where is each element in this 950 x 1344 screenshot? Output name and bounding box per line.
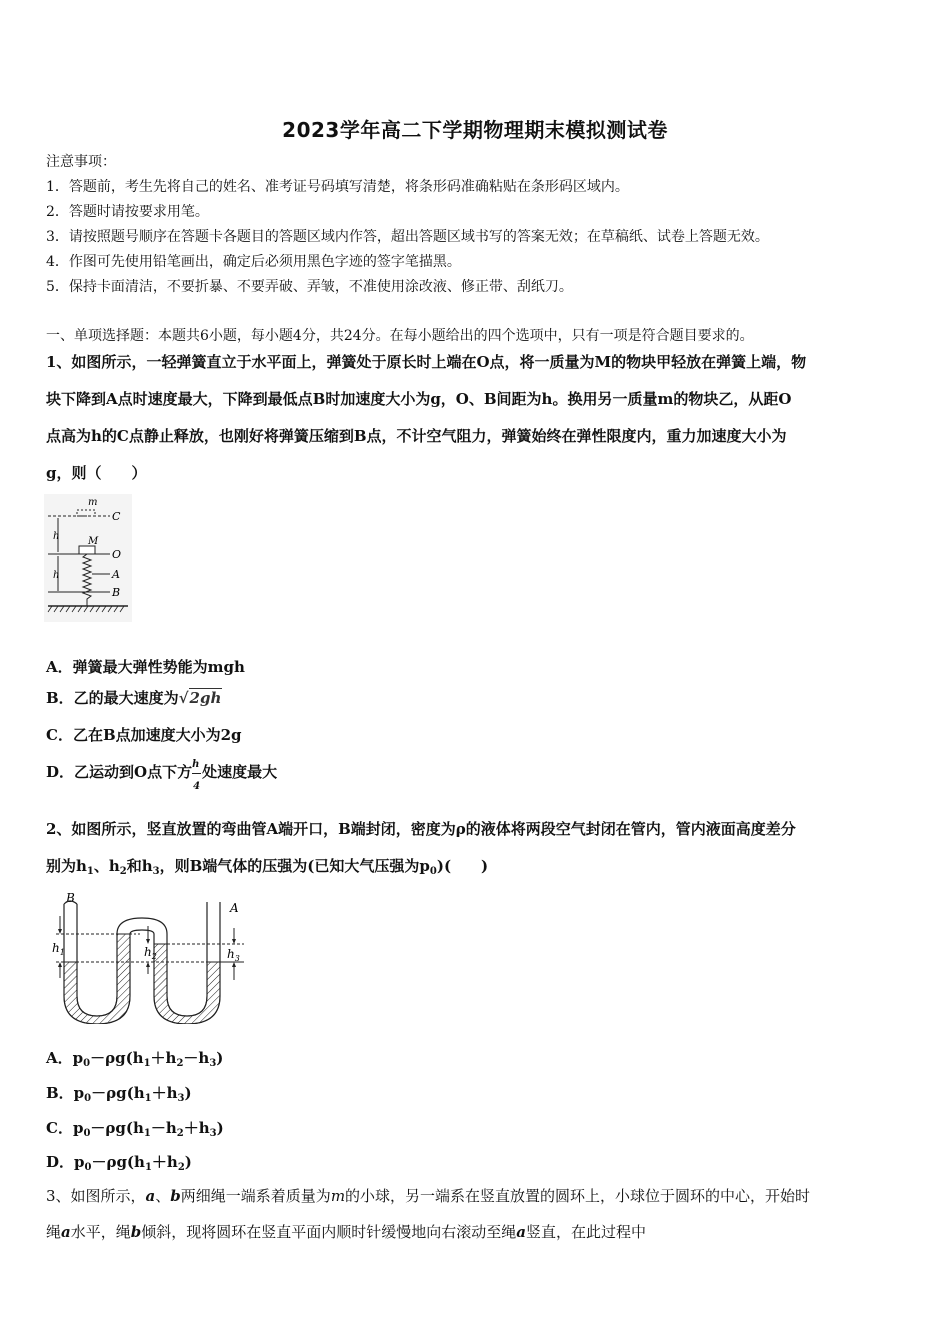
label-h-upper: h	[53, 531, 60, 542]
q1-option-d-post: 处速度最大	[202, 763, 278, 781]
sqrt-expression: √2gh	[178, 689, 222, 707]
notes-item: 1．答题前，考生先将自己的姓名、准考证号码填写清楚，将条形码准确粘贴在条形码区域内。	[46, 179, 629, 195]
q2-option-a[interactable]: A．$p_0-\rho g(h_1+h_2-h_3)$	[46, 1049, 224, 1069]
section-heading: 一、单项选择题：本题共6小题，每小题4分，共24分。在每小题给出的四个选项中，只有一项是符合题目要求的。	[46, 328, 754, 344]
q1-line: 点高为h的C点静止释放，也刚好将弹簧压缩到B点，不计空气阻力，弹簧始终在弹性限度内，重力加速度大小为	[46, 427, 787, 445]
notes-item: 2．答题时请按要求用笔。	[46, 204, 209, 220]
label-M: M	[88, 536, 99, 547]
q1-line: 块下降到A点时速度最大，下降到最低点B时加速度大小为g，O、B间距为h。换用另一质量m的物块乙，从距O	[46, 390, 792, 408]
label-b: B	[112, 586, 121, 599]
label-h2: $h_2$	[144, 945, 157, 961]
page-title: 2023学年高二下学期物理期末模拟测试卷	[282, 118, 668, 142]
notes-item: 5．保持卡面清洁，不要折暴、不要弄破、弄皱，不准使用涂改液、修正带、刮纸刀。	[46, 279, 573, 295]
notes-item: 4．作图可先使用铅笔画出，确定后必须用黑色字迹的签字笔描黑。	[46, 254, 461, 270]
label-h-lower: h	[53, 570, 60, 581]
q2-option-c[interactable]: C．$p_0-\rho g(h_1-h_2+h_3)$	[46, 1119, 224, 1139]
tube-figure	[44, 888, 256, 1024]
label-h1: $h_1$	[52, 941, 65, 957]
q1-option-a[interactable]: A．弹簧最大弹性势能为mgh	[46, 658, 245, 676]
label-b: B	[66, 891, 75, 905]
fraction-h-over-4: $\frac{h}{4}$	[192, 759, 201, 792]
label-a: A	[230, 901, 239, 915]
q1-option-d[interactable]	[46, 759, 278, 792]
q2-option-d[interactable]: D．$p_0-\rho g(h_1+h_2)$	[46, 1153, 192, 1173]
q1-option-c[interactable]: C．乙在B点加速度大小为2g	[46, 726, 242, 744]
label-m: m	[88, 497, 98, 508]
q2-line: 别为$h_1$、$h_2$和$h_3$，则B端气体的压强为(已知大气压强为$p_0$)( )	[46, 857, 489, 877]
notes-item: 3．请按照题号顺序在答题卡各题目的答题区域内作答，超出答题区域书写的答案无效；在草稿纸、试卷上答题无效。	[46, 229, 769, 245]
q1-line: 1、如图所示，一轻弹簧直立于水平面上，弹簧处于原长时上端在O点，将一质量为M的物块甲轻放在弹簧上端，物	[46, 353, 807, 371]
q1-option-d-pre: D．乙运动到O点下方	[46, 763, 193, 781]
q3-line: 3、如图所示，a、b两细绳一端系着质量为m的小球，另一端系在竖直放置的圆环上，小球位于圆环的中心，开始时	[46, 1187, 811, 1205]
sqrt-radicand: 2gh	[189, 689, 222, 707]
q1-option-b[interactable]	[46, 688, 222, 708]
q2-option-b[interactable]: B．$p_0-\rho g(h_1+h_3)$	[46, 1084, 192, 1104]
label-a: A	[112, 568, 120, 581]
label-o: O	[112, 548, 122, 561]
label-h3: $h_3$	[227, 947, 240, 963]
q3-line: 绳a水平，绳b倾斜，现将圆环在竖直平面内顺时针缓慢地向右滚动至绳a竖直，在此过程中	[46, 1223, 647, 1241]
q1-option-b-text: B．乙的最大速度为	[46, 689, 179, 707]
notes-heading: 注意事项：	[46, 154, 116, 170]
block-M	[79, 546, 95, 554]
q1-line: g，则（ ）	[46, 464, 147, 482]
label-c: C	[112, 510, 121, 523]
q2-line: 2、如图所示，竖直放置的弯曲管A端开口，B端封闭，密度为ρ的液体将两段空气封闭在管内，管内液面高度差分	[46, 820, 796, 838]
spring-figure	[44, 494, 132, 622]
